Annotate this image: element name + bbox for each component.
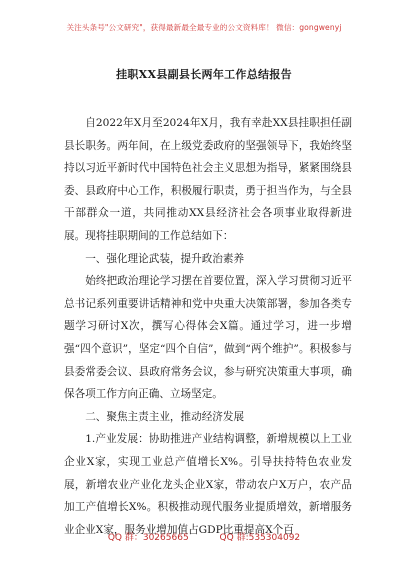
header-promo-note: 关注头条号"公文研究"，获得最新最全最专业的公文资料库！ 微信：gongwenyj: [66, 23, 342, 32]
section-heading-1: 一、强化理论武装，提升政治素养: [85, 252, 245, 265]
document-title: 挂职XX县副县长两年工作总结报告: [116, 68, 292, 81]
section-heading-2: 二、聚焦主责主业，推动经济发展: [85, 410, 245, 423]
section-1-paragraph: 始终把政治理论学习摆在首要位置，深入学习贯彻习近平总书记系列重要讲话精神和党中央重大决策部署，参加各类专题学习研讨X次，撰写心得体会X篇。通过学习，进一步增强“四个意识”，坚定“四个自信”，做到“两个维护”。积极参与县委常委会议、县政府常务会议，参与研究决策重大事项，确保各项工作方向正确、立场坚定。: [64, 275, 352, 401]
intro-paragraph: 自2022年X月至2024年X月，我有幸赴XX县挂职担任副县长职务。两年间，在上级党委政府的坚强领导下，我始终坚持以习近平新时代中国特色社会主义思想为指导，紧紧围绕县委、县政府中心工作，积极履行职责，勇于担当作为，与全县干部群众一道，共同推动XX县经济社会各项事业取得新进展。现将挂职期间的工作总结如下：: [64, 117, 352, 242]
qq-group-1: QQ 群：30265665: [107, 533, 189, 543]
qq-group-2: QQ 群:535304092: [219, 533, 301, 543]
footer-qq-groups: [0, 530, 408, 543]
section-2-paragraph: 1.产业发展：协助推进产业结构调整，新增规模以上工业企业X家，实现工业总产值增长X%。引导扶持特色农业发展，新增农业产业化龙头企业X家，带动农户X万户，农产品加工产值增长X%。积极推动现代服务业提质增效，新增服务业企业X家，服务业增加值占GDP比重提高X个百: [64, 433, 352, 536]
document-body: [64, 112, 352, 541]
